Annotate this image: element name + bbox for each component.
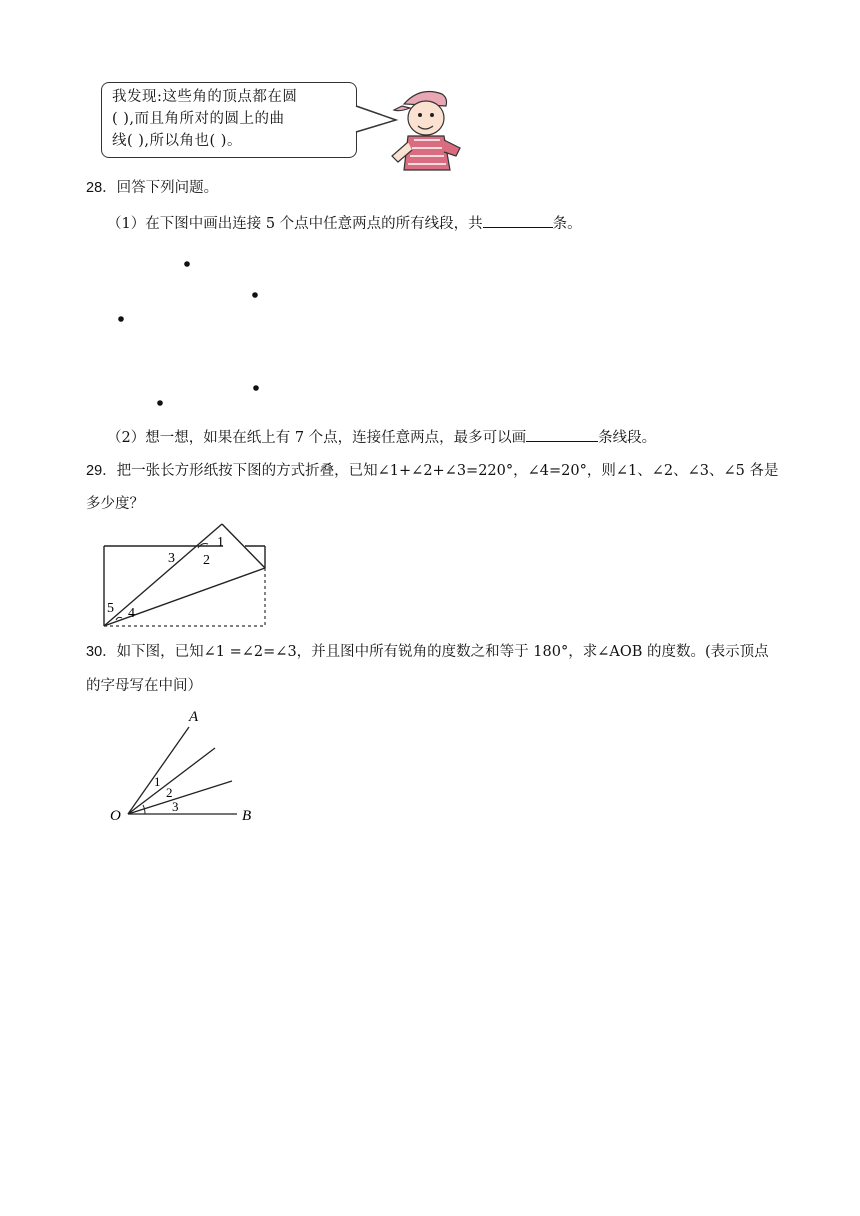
q28-part2-blank[interactable] (526, 427, 598, 442)
angle-label-2: 2 (166, 785, 173, 800)
q28-part1-blank[interactable] (483, 213, 553, 228)
angle-label-1: 1 (154, 774, 161, 789)
bubble-line-3: 线( ),所以角也( )。 (112, 133, 242, 149)
five-points-figure (100, 250, 280, 415)
point (184, 261, 190, 267)
speech-bubble (101, 82, 357, 158)
q29-line2: 多少度？ (86, 496, 144, 512)
point (118, 316, 124, 322)
q28-part2-suffix: 条线段。 (598, 430, 657, 446)
q28-part1-text: （1）在下图中画出连接 5 个点中任意两点的所有线段，共 (107, 216, 483, 232)
label-a: A (189, 709, 199, 725)
angle-aob-figure (105, 705, 265, 830)
label-o: O (110, 808, 121, 824)
q28-part2-text: （2）想一想，如果在纸上有 7 个点，连接任意两点，最多可以画 (107, 430, 527, 446)
angle-label-3: 3 (172, 799, 179, 814)
point (252, 292, 258, 298)
q28-part1 (107, 213, 582, 234)
q29-line1: 29．把一张长方形纸按下图的方式折叠，已知∠1+∠2+∠3=220°，∠4=20°，则∠1、∠2、∠3、∠5 各是 (86, 463, 779, 479)
q30-line1: 30．如下图，已知∠1 =∠2=∠3，并且图中所有锐角的度数之和等于 180°，求∠AOB 的度数。(表示顶点 (86, 644, 769, 660)
boy-illustration (390, 82, 470, 174)
angle-label: 4 (128, 606, 135, 621)
angle-label: 5 (107, 601, 114, 616)
q30-number: 30 (86, 644, 103, 660)
angle-label: 3 (168, 551, 175, 566)
q28-part1-suffix: 条。 (552, 216, 582, 232)
bubble-line-1: 我发现:这些角的顶点都在圆 (112, 89, 298, 105)
label-b: B (242, 808, 252, 824)
angle-label: 2 (203, 553, 210, 568)
angle-label: 1 (217, 535, 224, 550)
q28-number: 28 (86, 180, 103, 196)
folded-paper-figure (98, 522, 278, 632)
q30-text: 如下图，已知∠1 =∠2=∠3，并且图中所有锐角的度数之和等于 180°，求∠AOB 的度数。(表示顶点 (116, 644, 769, 660)
point (253, 385, 259, 391)
q28-title: 回答下列问题。 (116, 180, 219, 196)
point (157, 400, 163, 406)
q28-heading: 28．回答下列问题。 (86, 180, 219, 196)
q29-text: 把一张长方形纸按下图的方式折叠，已知∠1+∠2+∠3=220°，∠4=20°，则∠1、∠2、∠3、∠5 各是 (116, 463, 779, 479)
bubble-line-2: ( ),而且角所对的圆上的曲 (112, 111, 285, 127)
q28-part2 (107, 427, 656, 448)
q29-number: 29 (86, 463, 103, 479)
q30-line2: 的字母写在中间） (86, 678, 202, 694)
